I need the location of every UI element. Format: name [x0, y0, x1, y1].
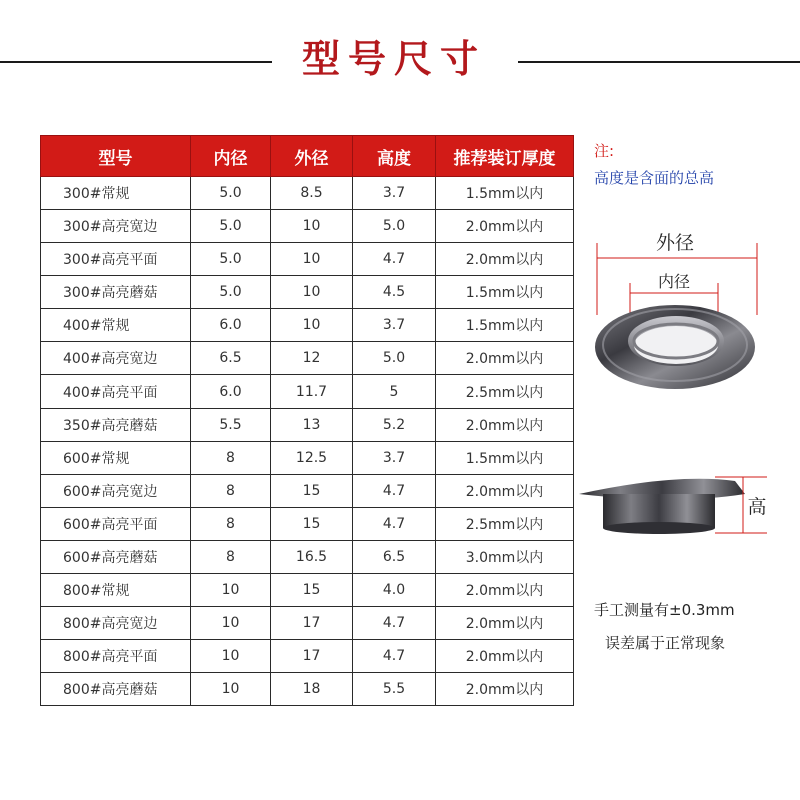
- cell-model: 600#高亮蘑菇: [41, 540, 191, 573]
- cell-inner-diameter: 6.0: [191, 309, 271, 342]
- cell-outer-diameter: 17: [271, 607, 353, 640]
- cell-height: 4.0: [353, 573, 436, 606]
- table-row: [41, 573, 574, 606]
- cell-height: 6.5: [353, 540, 436, 573]
- cell-binding-thickness: 1.5mm以内: [436, 276, 574, 309]
- cell-outer-diameter: 15: [271, 474, 353, 507]
- cell-height: 5: [353, 375, 436, 408]
- cell-inner-diameter: 6.0: [191, 375, 271, 408]
- cell-height: 4.7: [353, 243, 436, 276]
- cell-model: 800#高亮蘑菇: [41, 673, 191, 706]
- cell-inner-diameter: 6.5: [191, 342, 271, 375]
- table-row: [41, 673, 574, 706]
- cell-inner-diameter: 10: [191, 640, 271, 673]
- cell-outer-diameter: 16.5: [271, 540, 353, 573]
- header-height: 高度: [353, 136, 436, 177]
- cell-inner-diameter: 10: [191, 573, 271, 606]
- cell-height: 4.5: [353, 276, 436, 309]
- table-row: [41, 243, 574, 276]
- cell-outer-diameter: 8.5: [271, 177, 353, 210]
- cell-binding-thickness: 2.0mm以内: [436, 408, 574, 441]
- cell-inner-diameter: 8: [191, 441, 271, 474]
- cell-inner-diameter: 5.0: [191, 243, 271, 276]
- cell-height: 5.5: [353, 673, 436, 706]
- table-row: [41, 177, 574, 210]
- cell-binding-thickness: 1.5mm以内: [436, 177, 574, 210]
- cell-binding-thickness: 2.0mm以内: [436, 607, 574, 640]
- cell-inner-diameter: 5.0: [191, 210, 271, 243]
- cell-outer-diameter: 13: [271, 408, 353, 441]
- cell-binding-thickness: 2.0mm以内: [436, 673, 574, 706]
- cell-model: 400#高亮宽边: [41, 342, 191, 375]
- grommet-diagram: [575, 215, 780, 545]
- note-label: 注:: [594, 142, 615, 160]
- cell-model: 600#高亮平面: [41, 507, 191, 540]
- table-row: [41, 342, 574, 375]
- cell-model: 300#常规: [41, 177, 191, 210]
- cell-model: 800#高亮平面: [41, 640, 191, 673]
- cell-outer-diameter: 17: [271, 640, 353, 673]
- cell-inner-diameter: 5.0: [191, 276, 271, 309]
- table-row: [41, 210, 574, 243]
- table-row: [41, 640, 574, 673]
- cell-height: 3.7: [353, 309, 436, 342]
- cell-binding-thickness: 1.5mm以内: [436, 441, 574, 474]
- title-divider-left: [0, 61, 272, 63]
- cell-outer-diameter: 18: [271, 673, 353, 706]
- outer-diameter-label: 外径: [655, 232, 695, 254]
- cell-inner-diameter: 10: [191, 607, 271, 640]
- cell-binding-thickness: 2.5mm以内: [436, 375, 574, 408]
- title-divider-right: [518, 61, 800, 63]
- height-label: 高: [747, 496, 767, 518]
- measurement-error-note-line2: 误差属于正常现象: [605, 634, 726, 652]
- cell-model: 800#常规: [41, 573, 191, 606]
- cell-inner-diameter: 10: [191, 673, 271, 706]
- cell-binding-thickness: 2.0mm以内: [436, 640, 574, 673]
- cell-inner-diameter: 8: [191, 540, 271, 573]
- cell-binding-thickness: 2.0mm以内: [436, 243, 574, 276]
- table-header-row: [41, 136, 574, 177]
- table-row: [41, 507, 574, 540]
- cell-height: 3.7: [353, 441, 436, 474]
- cell-height: 4.7: [353, 474, 436, 507]
- inner-diameter-label: 内径: [657, 272, 691, 291]
- cell-model: 300#高亮平面: [41, 243, 191, 276]
- cell-inner-diameter: 8: [191, 474, 271, 507]
- cell-binding-thickness: 1.5mm以内: [436, 309, 574, 342]
- cell-height: 4.7: [353, 640, 436, 673]
- cell-binding-thickness: 2.0mm以内: [436, 474, 574, 507]
- cell-inner-diameter: 8: [191, 507, 271, 540]
- cell-outer-diameter: 15: [271, 507, 353, 540]
- cell-model: 400#常规: [41, 309, 191, 342]
- cell-outer-diameter: 11.7: [271, 375, 353, 408]
- cell-model: 300#高亮宽边: [41, 210, 191, 243]
- cell-outer-diameter: 12.5: [271, 441, 353, 474]
- size-spec-table: [40, 135, 574, 706]
- table-row: [41, 309, 574, 342]
- cell-outer-diameter: 10: [271, 309, 353, 342]
- cell-model: 400#高亮平面: [41, 375, 191, 408]
- cell-binding-thickness: 2.0mm以内: [436, 573, 574, 606]
- cell-binding-thickness: 2.0mm以内: [436, 342, 574, 375]
- cell-outer-diameter: 12: [271, 342, 353, 375]
- grommet-top-view-image: [595, 305, 755, 389]
- header-binding-thickness: 推荐装订厚度: [436, 136, 574, 177]
- cell-inner-diameter: 5.5: [191, 408, 271, 441]
- table-row: [41, 441, 574, 474]
- cell-outer-diameter: 10: [271, 210, 353, 243]
- cell-model: 600#高亮宽边: [41, 474, 191, 507]
- cell-height: 5.0: [353, 210, 436, 243]
- cell-binding-thickness: 3.0mm以内: [436, 540, 574, 573]
- page-title: 型号尺寸: [301, 37, 486, 81]
- note-text: 高度是含面的总高: [594, 169, 715, 187]
- cell-binding-thickness: 2.5mm以内: [436, 507, 574, 540]
- cell-binding-thickness: 2.0mm以内: [436, 210, 574, 243]
- cell-model: 350#高亮蘑菇: [41, 408, 191, 441]
- header-outer-diameter: 外径: [271, 136, 353, 177]
- cell-outer-diameter: 15: [271, 573, 353, 606]
- table-row: [41, 276, 574, 309]
- table-row: [41, 607, 574, 640]
- header-model: 型号: [41, 136, 191, 177]
- cell-height: 4.7: [353, 507, 436, 540]
- cell-height: 4.7: [353, 607, 436, 640]
- table-row: [41, 540, 574, 573]
- cell-height: 5.0: [353, 342, 436, 375]
- grommet-side-view-image: [579, 479, 745, 534]
- table-row: [41, 474, 574, 507]
- cell-model: 300#高亮蘑菇: [41, 276, 191, 309]
- cell-model: 800#高亮宽边: [41, 607, 191, 640]
- table-row: [41, 408, 574, 441]
- cell-height: 5.2: [353, 408, 436, 441]
- cell-model: 600#常规: [41, 441, 191, 474]
- header-inner-diameter: 内径: [191, 136, 271, 177]
- measurement-error-note-line1: 手工测量有±0.3mm: [594, 601, 735, 619]
- cell-outer-diameter: 10: [271, 243, 353, 276]
- cell-inner-diameter: 5.0: [191, 177, 271, 210]
- cell-height: 3.7: [353, 177, 436, 210]
- cell-outer-diameter: 10: [271, 276, 353, 309]
- table-row: [41, 375, 574, 408]
